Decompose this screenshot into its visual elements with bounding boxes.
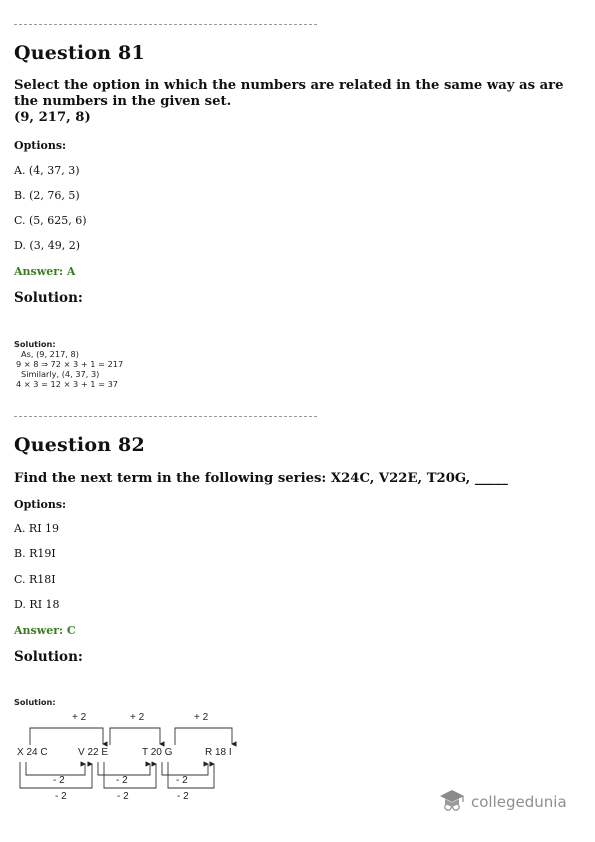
options-label: Options: [14,139,67,152]
option-a: A. (4, 37, 3) [14,164,80,177]
divider [14,416,317,417]
question-text: Find the next term in the following series: X24C, V22E, T20G, _____ [14,471,508,486]
minus-bracket-inner [162,762,208,775]
solution-line: 4 × 3 = 12 × 3 + 1 = 37 [16,379,118,389]
question-title: Question 82 [14,434,145,456]
answer: Answer: A [14,265,76,278]
minus-label-inner: - 2 [176,775,188,786]
option-d: D. (3, 49, 2) [14,239,80,252]
plus-label: + 2 [130,712,145,723]
plus-label: + 2 [194,712,209,723]
option-c: C. (5, 625, 6) [14,214,87,227]
graduation-cap-icon [437,785,467,819]
brand-name: collegedunia [471,793,567,811]
minus-bracket-inner [98,762,150,775]
solution-box [14,339,123,389]
solution-heading: Solution: [14,290,83,306]
minus-label-outer: - 2 [117,791,129,802]
series-diagram [0,700,280,810]
options-label: Options: [14,498,67,511]
solution-line: Similarly, (4, 37, 3) [21,369,100,379]
answer: Answer: C [14,624,76,637]
series-term: R 18 I [205,747,232,758]
plus-bracket [175,728,232,745]
question-prompt: Select the option in which the numbers are related in the same way as are the numbers in the given set. [14,78,564,109]
question-title: Question 81 [14,42,145,64]
plus-label: + 2 [72,712,87,723]
minus-label-outer: - 2 [177,791,189,802]
plus-bracket [30,728,103,745]
question-set: (9, 217, 8) [14,110,91,125]
minus-label-inner: - 2 [116,775,128,786]
series-term: V 22 E [78,747,109,758]
solution-heading: Solution: [14,649,83,665]
solution-box-heading: Solution: [14,697,56,707]
divider [14,24,317,25]
solution-line: As, (9, 217, 8) [21,349,79,359]
plus-bracket [110,728,160,745]
option-b: B. (2, 76, 5) [14,189,80,202]
option-a: A. RI 19 [14,522,60,535]
minus-label-inner: - 2 [53,775,65,786]
minus-label-outer: - 2 [55,791,67,802]
solution-line: 9 × 8 ⇒ 72 × 3 + 1 = 217 [16,359,124,369]
option-d: D. RI 18 [14,598,60,611]
solution-box-heading: Solution: [14,339,56,349]
series-term: X 24 C [17,747,48,758]
option-c: C. R18I [14,573,56,586]
minus-bracket-inner [26,762,85,775]
question-text [14,78,579,126]
brand-logo [437,784,567,820]
series-term: T 20 G [142,747,173,758]
option-b: B. R19I [14,547,56,560]
